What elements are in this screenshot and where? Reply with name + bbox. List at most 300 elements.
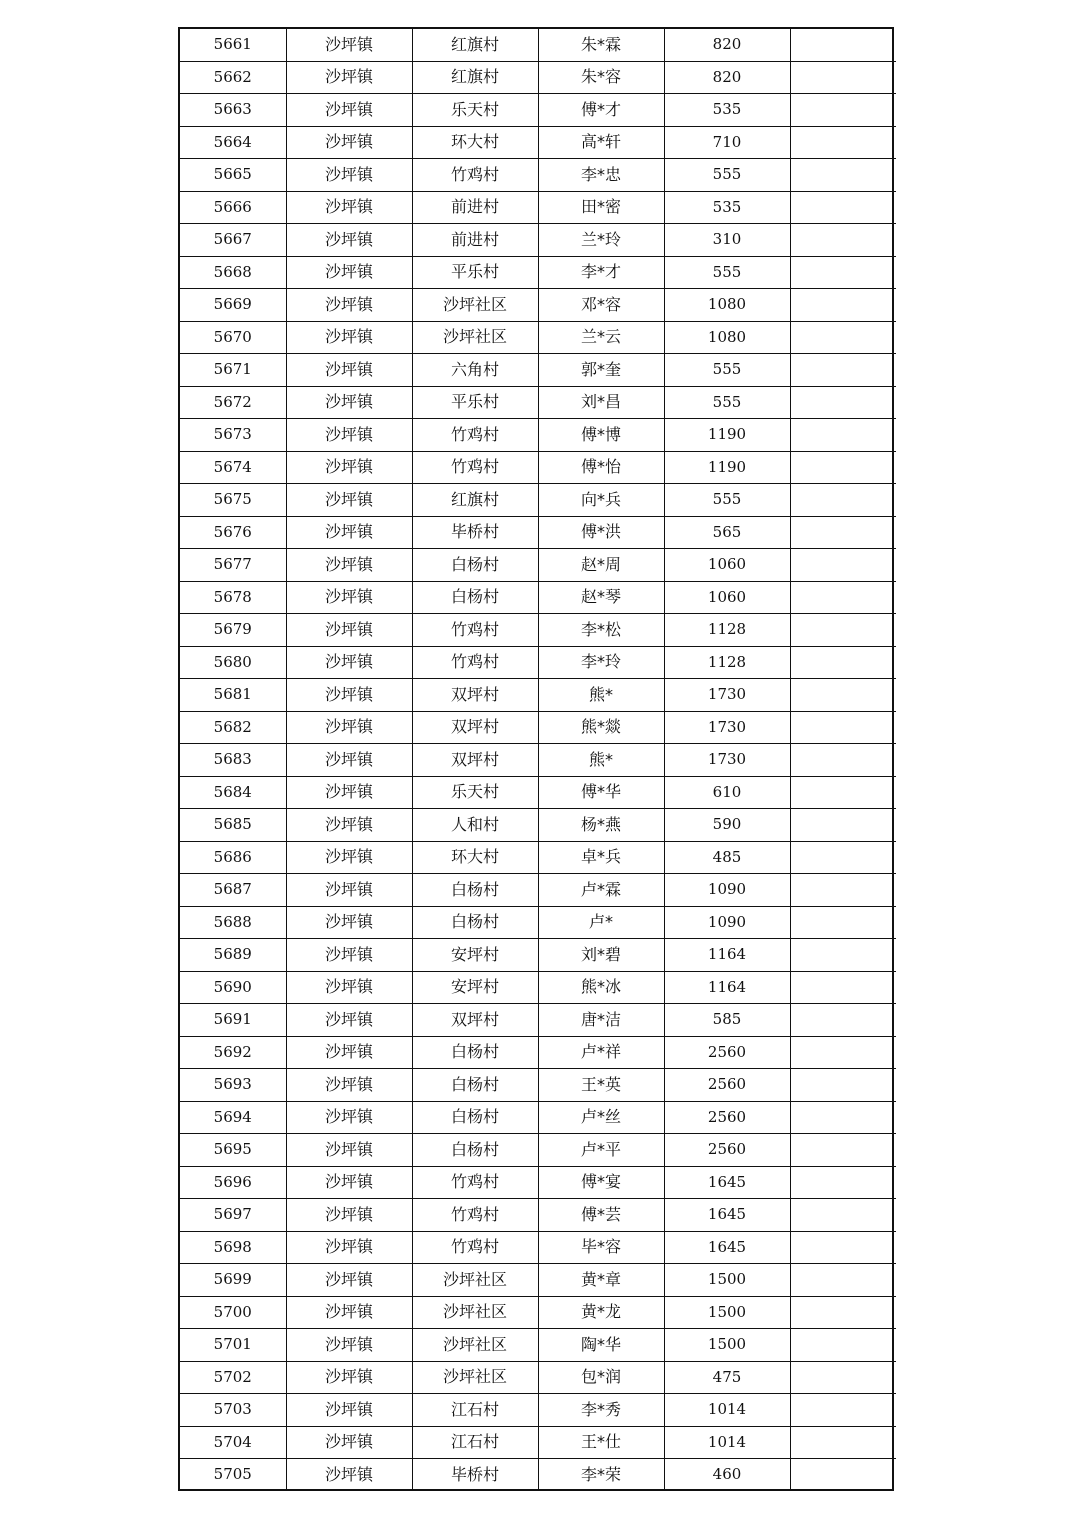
town-cell: 沙坪镇 <box>286 841 412 874</box>
name-cell: 李*松 <box>538 614 664 647</box>
index-cell: 5690 <box>180 971 286 1004</box>
amount-cell: 535 <box>664 94 790 127</box>
note-cell <box>790 549 896 582</box>
note-cell <box>790 939 896 972</box>
amount-cell: 1090 <box>664 906 790 939</box>
name-cell: 毕*容 <box>538 1231 664 1264</box>
amount-cell: 1730 <box>664 744 790 777</box>
amount-cell: 1190 <box>664 419 790 452</box>
table-row <box>180 776 896 809</box>
village-cell: 沙坪社区 <box>412 1296 538 1329</box>
village-cell: 双坪村 <box>412 711 538 744</box>
index-cell: 5691 <box>180 1004 286 1037</box>
table-row <box>180 906 896 939</box>
amount-cell: 1164 <box>664 971 790 1004</box>
name-cell: 王*英 <box>538 1069 664 1102</box>
amount-cell: 590 <box>664 809 790 842</box>
village-cell: 六角村 <box>412 354 538 387</box>
town-cell: 沙坪镇 <box>286 224 412 257</box>
town-cell: 沙坪镇 <box>286 1036 412 1069</box>
note-cell <box>790 94 896 127</box>
village-cell: 江石村 <box>412 1426 538 1459</box>
table-row <box>180 711 896 744</box>
table-row <box>180 451 896 484</box>
town-cell: 沙坪镇 <box>286 971 412 1004</box>
table-row <box>180 841 896 874</box>
town-cell: 沙坪镇 <box>286 354 412 387</box>
town-cell: 沙坪镇 <box>286 581 412 614</box>
table-row <box>180 516 896 549</box>
note-cell <box>790 386 896 419</box>
amount-cell: 820 <box>664 61 790 94</box>
index-cell: 5687 <box>180 874 286 907</box>
town-cell: 沙坪镇 <box>286 451 412 484</box>
index-cell: 5684 <box>180 776 286 809</box>
table-row <box>180 874 896 907</box>
amount-cell: 1060 <box>664 581 790 614</box>
amount-cell: 1090 <box>664 874 790 907</box>
name-cell: 朱*霖 <box>538 29 664 61</box>
note-cell <box>790 61 896 94</box>
table-row <box>180 159 896 192</box>
name-cell: 杨*燕 <box>538 809 664 842</box>
note-cell <box>790 646 896 679</box>
village-cell: 前进村 <box>412 224 538 257</box>
index-cell: 5705 <box>180 1459 286 1491</box>
note-cell <box>790 354 896 387</box>
index-cell: 5683 <box>180 744 286 777</box>
amount-cell: 1645 <box>664 1199 790 1232</box>
index-cell: 5674 <box>180 451 286 484</box>
name-cell: 熊* <box>538 744 664 777</box>
town-cell: 沙坪镇 <box>286 1004 412 1037</box>
index-cell: 5702 <box>180 1361 286 1394</box>
table-row <box>180 29 896 61</box>
amount-cell: 555 <box>664 484 790 517</box>
town-cell: 沙坪镇 <box>286 61 412 94</box>
amount-cell: 1500 <box>664 1296 790 1329</box>
town-cell: 沙坪镇 <box>286 1101 412 1134</box>
village-cell: 双坪村 <box>412 679 538 712</box>
amount-cell: 1500 <box>664 1264 790 1297</box>
index-cell: 5699 <box>180 1264 286 1297</box>
amount-cell: 1730 <box>664 711 790 744</box>
amount-cell: 460 <box>664 1459 790 1491</box>
name-cell: 熊* <box>538 679 664 712</box>
town-cell: 沙坪镇 <box>286 1134 412 1167</box>
index-cell: 5701 <box>180 1329 286 1362</box>
note-cell <box>790 1426 896 1459</box>
table-row <box>180 971 896 1004</box>
name-cell: 熊*燚 <box>538 711 664 744</box>
village-cell: 环大村 <box>412 841 538 874</box>
village-cell: 沙坪社区 <box>412 1361 538 1394</box>
note-cell <box>790 1459 896 1491</box>
town-cell: 沙坪镇 <box>286 874 412 907</box>
village-cell: 竹鸡村 <box>412 1231 538 1264</box>
table-row <box>180 1231 896 1264</box>
amount-cell: 2560 <box>664 1101 790 1134</box>
note-cell <box>790 224 896 257</box>
village-cell: 竹鸡村 <box>412 419 538 452</box>
town-cell: 沙坪镇 <box>286 776 412 809</box>
note-cell <box>790 484 896 517</box>
note-cell <box>790 29 896 61</box>
village-cell: 红旗村 <box>412 484 538 517</box>
name-cell: 李*才 <box>538 256 664 289</box>
table-row <box>180 61 896 94</box>
town-cell: 沙坪镇 <box>286 1394 412 1427</box>
index-cell: 5679 <box>180 614 286 647</box>
amount-cell: 1080 <box>664 289 790 322</box>
amount-cell: 2560 <box>664 1069 790 1102</box>
index-cell: 5662 <box>180 61 286 94</box>
amount-cell: 1128 <box>664 646 790 679</box>
index-cell: 5689 <box>180 939 286 972</box>
index-cell: 5668 <box>180 256 286 289</box>
table-row <box>180 191 896 224</box>
table-row <box>180 646 896 679</box>
town-cell: 沙坪镇 <box>286 679 412 712</box>
index-cell: 5685 <box>180 809 286 842</box>
note-cell <box>790 516 896 549</box>
amount-cell: 310 <box>664 224 790 257</box>
note-cell <box>790 581 896 614</box>
town-cell: 沙坪镇 <box>286 321 412 354</box>
village-cell: 竹鸡村 <box>412 1199 538 1232</box>
name-cell: 傅*华 <box>538 776 664 809</box>
village-cell: 白杨村 <box>412 1134 538 1167</box>
note-cell <box>790 711 896 744</box>
table-row <box>180 679 896 712</box>
table-row <box>180 1296 896 1329</box>
town-cell: 沙坪镇 <box>286 1459 412 1491</box>
subsidy-table-sheet <box>178 27 894 1491</box>
amount-cell: 820 <box>664 29 790 61</box>
amount-cell: 585 <box>664 1004 790 1037</box>
amount-cell: 1164 <box>664 939 790 972</box>
table-row <box>180 1199 896 1232</box>
index-cell: 5673 <box>180 419 286 452</box>
town-cell: 沙坪镇 <box>286 289 412 322</box>
name-cell: 赵*琴 <box>538 581 664 614</box>
town-cell: 沙坪镇 <box>286 516 412 549</box>
amount-cell: 555 <box>664 159 790 192</box>
index-cell: 5700 <box>180 1296 286 1329</box>
index-cell: 5681 <box>180 679 286 712</box>
note-cell <box>790 744 896 777</box>
town-cell: 沙坪镇 <box>286 809 412 842</box>
index-cell: 5666 <box>180 191 286 224</box>
table-row <box>180 1166 896 1199</box>
note-cell <box>790 1199 896 1232</box>
village-cell: 竹鸡村 <box>412 159 538 192</box>
village-cell: 沙坪社区 <box>412 289 538 322</box>
name-cell: 李*忠 <box>538 159 664 192</box>
amount-cell: 485 <box>664 841 790 874</box>
village-cell: 白杨村 <box>412 1036 538 1069</box>
index-cell: 5703 <box>180 1394 286 1427</box>
table-row <box>180 1459 896 1491</box>
amount-cell: 2560 <box>664 1134 790 1167</box>
town-cell: 沙坪镇 <box>286 614 412 647</box>
amount-cell: 555 <box>664 256 790 289</box>
table-row <box>180 1426 896 1459</box>
note-cell <box>790 451 896 484</box>
name-cell: 朱*容 <box>538 61 664 94</box>
index-cell: 5676 <box>180 516 286 549</box>
index-cell: 5667 <box>180 224 286 257</box>
note-cell <box>790 419 896 452</box>
village-cell: 沙坪社区 <box>412 1329 538 1362</box>
table-row <box>180 94 896 127</box>
table-row <box>180 1394 896 1427</box>
town-cell: 沙坪镇 <box>286 906 412 939</box>
note-cell <box>790 1231 896 1264</box>
name-cell: 赵*周 <box>538 549 664 582</box>
index-cell: 5704 <box>180 1426 286 1459</box>
town-cell: 沙坪镇 <box>286 711 412 744</box>
table-row <box>180 321 896 354</box>
village-cell: 竹鸡村 <box>412 451 538 484</box>
village-cell: 双坪村 <box>412 744 538 777</box>
table-row <box>180 1036 896 1069</box>
name-cell: 田*密 <box>538 191 664 224</box>
village-cell: 前进村 <box>412 191 538 224</box>
name-cell: 王*仕 <box>538 1426 664 1459</box>
name-cell: 卢*祥 <box>538 1036 664 1069</box>
note-cell <box>790 126 896 159</box>
name-cell: 黄*章 <box>538 1264 664 1297</box>
table-row <box>180 354 896 387</box>
village-cell: 白杨村 <box>412 581 538 614</box>
index-cell: 5664 <box>180 126 286 159</box>
index-cell: 5696 <box>180 1166 286 1199</box>
town-cell: 沙坪镇 <box>286 256 412 289</box>
name-cell: 傅*才 <box>538 94 664 127</box>
town-cell: 沙坪镇 <box>286 1426 412 1459</box>
note-cell <box>790 1329 896 1362</box>
name-cell: 唐*洁 <box>538 1004 664 1037</box>
village-cell: 平乐村 <box>412 256 538 289</box>
amount-cell: 1645 <box>664 1166 790 1199</box>
town-cell: 沙坪镇 <box>286 939 412 972</box>
village-cell: 沙坪社区 <box>412 321 538 354</box>
index-cell: 5675 <box>180 484 286 517</box>
note-cell <box>790 841 896 874</box>
index-cell: 5692 <box>180 1036 286 1069</box>
name-cell: 卢*霖 <box>538 874 664 907</box>
table-row <box>180 1329 896 1362</box>
town-cell: 沙坪镇 <box>286 549 412 582</box>
note-cell <box>790 1036 896 1069</box>
table-row <box>180 549 896 582</box>
index-cell: 5686 <box>180 841 286 874</box>
note-cell <box>790 874 896 907</box>
village-cell: 白杨村 <box>412 1069 538 1102</box>
village-cell: 竹鸡村 <box>412 1166 538 1199</box>
table-row <box>180 1004 896 1037</box>
index-cell: 5682 <box>180 711 286 744</box>
index-cell: 5698 <box>180 1231 286 1264</box>
town-cell: 沙坪镇 <box>286 744 412 777</box>
table-row <box>180 386 896 419</box>
index-cell: 5688 <box>180 906 286 939</box>
index-cell: 5680 <box>180 646 286 679</box>
note-cell <box>790 906 896 939</box>
town-cell: 沙坪镇 <box>286 484 412 517</box>
village-cell: 江石村 <box>412 1394 538 1427</box>
village-cell: 红旗村 <box>412 29 538 61</box>
table-body <box>180 29 896 1491</box>
index-cell: 5693 <box>180 1069 286 1102</box>
village-cell: 白杨村 <box>412 549 538 582</box>
name-cell: 傅*宴 <box>538 1166 664 1199</box>
note-cell <box>790 1134 896 1167</box>
town-cell: 沙坪镇 <box>286 1166 412 1199</box>
table-row <box>180 224 896 257</box>
amount-cell: 1500 <box>664 1329 790 1362</box>
note-cell <box>790 1296 896 1329</box>
note-cell <box>790 256 896 289</box>
name-cell: 刘*昌 <box>538 386 664 419</box>
note-cell <box>790 289 896 322</box>
table-row <box>180 581 896 614</box>
village-cell: 白杨村 <box>412 906 538 939</box>
town-cell: 沙坪镇 <box>286 1199 412 1232</box>
table-row <box>180 614 896 647</box>
amount-cell: 1080 <box>664 321 790 354</box>
village-cell: 环大村 <box>412 126 538 159</box>
village-cell: 白杨村 <box>412 1101 538 1134</box>
index-cell: 5665 <box>180 159 286 192</box>
amount-cell: 565 <box>664 516 790 549</box>
town-cell: 沙坪镇 <box>286 386 412 419</box>
note-cell <box>790 809 896 842</box>
index-cell: 5671 <box>180 354 286 387</box>
amount-cell: 610 <box>664 776 790 809</box>
table-row <box>180 126 896 159</box>
amount-cell: 475 <box>664 1361 790 1394</box>
name-cell: 黄*龙 <box>538 1296 664 1329</box>
amount-cell: 1128 <box>664 614 790 647</box>
note-cell <box>790 614 896 647</box>
town-cell: 沙坪镇 <box>286 29 412 61</box>
amount-cell: 555 <box>664 354 790 387</box>
name-cell: 刘*碧 <box>538 939 664 972</box>
name-cell: 卢* <box>538 906 664 939</box>
amount-cell: 1014 <box>664 1394 790 1427</box>
name-cell: 卓*兵 <box>538 841 664 874</box>
town-cell: 沙坪镇 <box>286 1264 412 1297</box>
name-cell: 包*润 <box>538 1361 664 1394</box>
amount-cell: 710 <box>664 126 790 159</box>
name-cell: 卢*平 <box>538 1134 664 1167</box>
village-cell: 双坪村 <box>412 1004 538 1037</box>
name-cell: 李*玲 <box>538 646 664 679</box>
village-cell: 白杨村 <box>412 874 538 907</box>
table-row <box>180 1069 896 1102</box>
village-cell: 乐天村 <box>412 776 538 809</box>
note-cell <box>790 679 896 712</box>
town-cell: 沙坪镇 <box>286 1069 412 1102</box>
table-row <box>180 1134 896 1167</box>
village-cell: 乐天村 <box>412 94 538 127</box>
name-cell: 邓*容 <box>538 289 664 322</box>
index-cell: 5678 <box>180 581 286 614</box>
index-cell: 5695 <box>180 1134 286 1167</box>
village-cell: 沙坪社区 <box>412 1264 538 1297</box>
index-cell: 5670 <box>180 321 286 354</box>
index-cell: 5672 <box>180 386 286 419</box>
town-cell: 沙坪镇 <box>286 1296 412 1329</box>
name-cell: 兰*玲 <box>538 224 664 257</box>
table-row <box>180 419 896 452</box>
note-cell <box>790 191 896 224</box>
index-cell: 5669 <box>180 289 286 322</box>
amount-cell: 1014 <box>664 1426 790 1459</box>
note-cell <box>790 1166 896 1199</box>
village-cell: 安坪村 <box>412 971 538 1004</box>
amount-cell: 535 <box>664 191 790 224</box>
name-cell: 傅*芸 <box>538 1199 664 1232</box>
town-cell: 沙坪镇 <box>286 191 412 224</box>
table-row <box>180 1361 896 1394</box>
amount-cell: 555 <box>664 386 790 419</box>
village-cell: 安坪村 <box>412 939 538 972</box>
table-row <box>180 939 896 972</box>
table-row <box>180 1264 896 1297</box>
village-cell: 竹鸡村 <box>412 646 538 679</box>
subsidy-table <box>180 29 896 1491</box>
name-cell: 傅*博 <box>538 419 664 452</box>
name-cell: 傅*怡 <box>538 451 664 484</box>
town-cell: 沙坪镇 <box>286 1329 412 1362</box>
name-cell: 兰*云 <box>538 321 664 354</box>
name-cell: 李*秀 <box>538 1394 664 1427</box>
note-cell <box>790 1004 896 1037</box>
amount-cell: 1060 <box>664 549 790 582</box>
name-cell: 陶*华 <box>538 1329 664 1362</box>
table-row <box>180 1101 896 1134</box>
village-cell: 人和村 <box>412 809 538 842</box>
town-cell: 沙坪镇 <box>286 126 412 159</box>
note-cell <box>790 776 896 809</box>
town-cell: 沙坪镇 <box>286 646 412 679</box>
town-cell: 沙坪镇 <box>286 1231 412 1264</box>
amount-cell: 2560 <box>664 1036 790 1069</box>
amount-cell: 1730 <box>664 679 790 712</box>
amount-cell: 1190 <box>664 451 790 484</box>
index-cell: 5694 <box>180 1101 286 1134</box>
index-cell: 5697 <box>180 1199 286 1232</box>
town-cell: 沙坪镇 <box>286 419 412 452</box>
note-cell <box>790 1361 896 1394</box>
table-row <box>180 809 896 842</box>
table-row <box>180 256 896 289</box>
name-cell: 向*兵 <box>538 484 664 517</box>
name-cell: 傅*洪 <box>538 516 664 549</box>
note-cell <box>790 1394 896 1427</box>
town-cell: 沙坪镇 <box>286 94 412 127</box>
table-row <box>180 289 896 322</box>
note-cell <box>790 1069 896 1102</box>
village-cell: 红旗村 <box>412 61 538 94</box>
note-cell <box>790 321 896 354</box>
index-cell: 5661 <box>180 29 286 61</box>
note-cell <box>790 1101 896 1134</box>
index-cell: 5663 <box>180 94 286 127</box>
